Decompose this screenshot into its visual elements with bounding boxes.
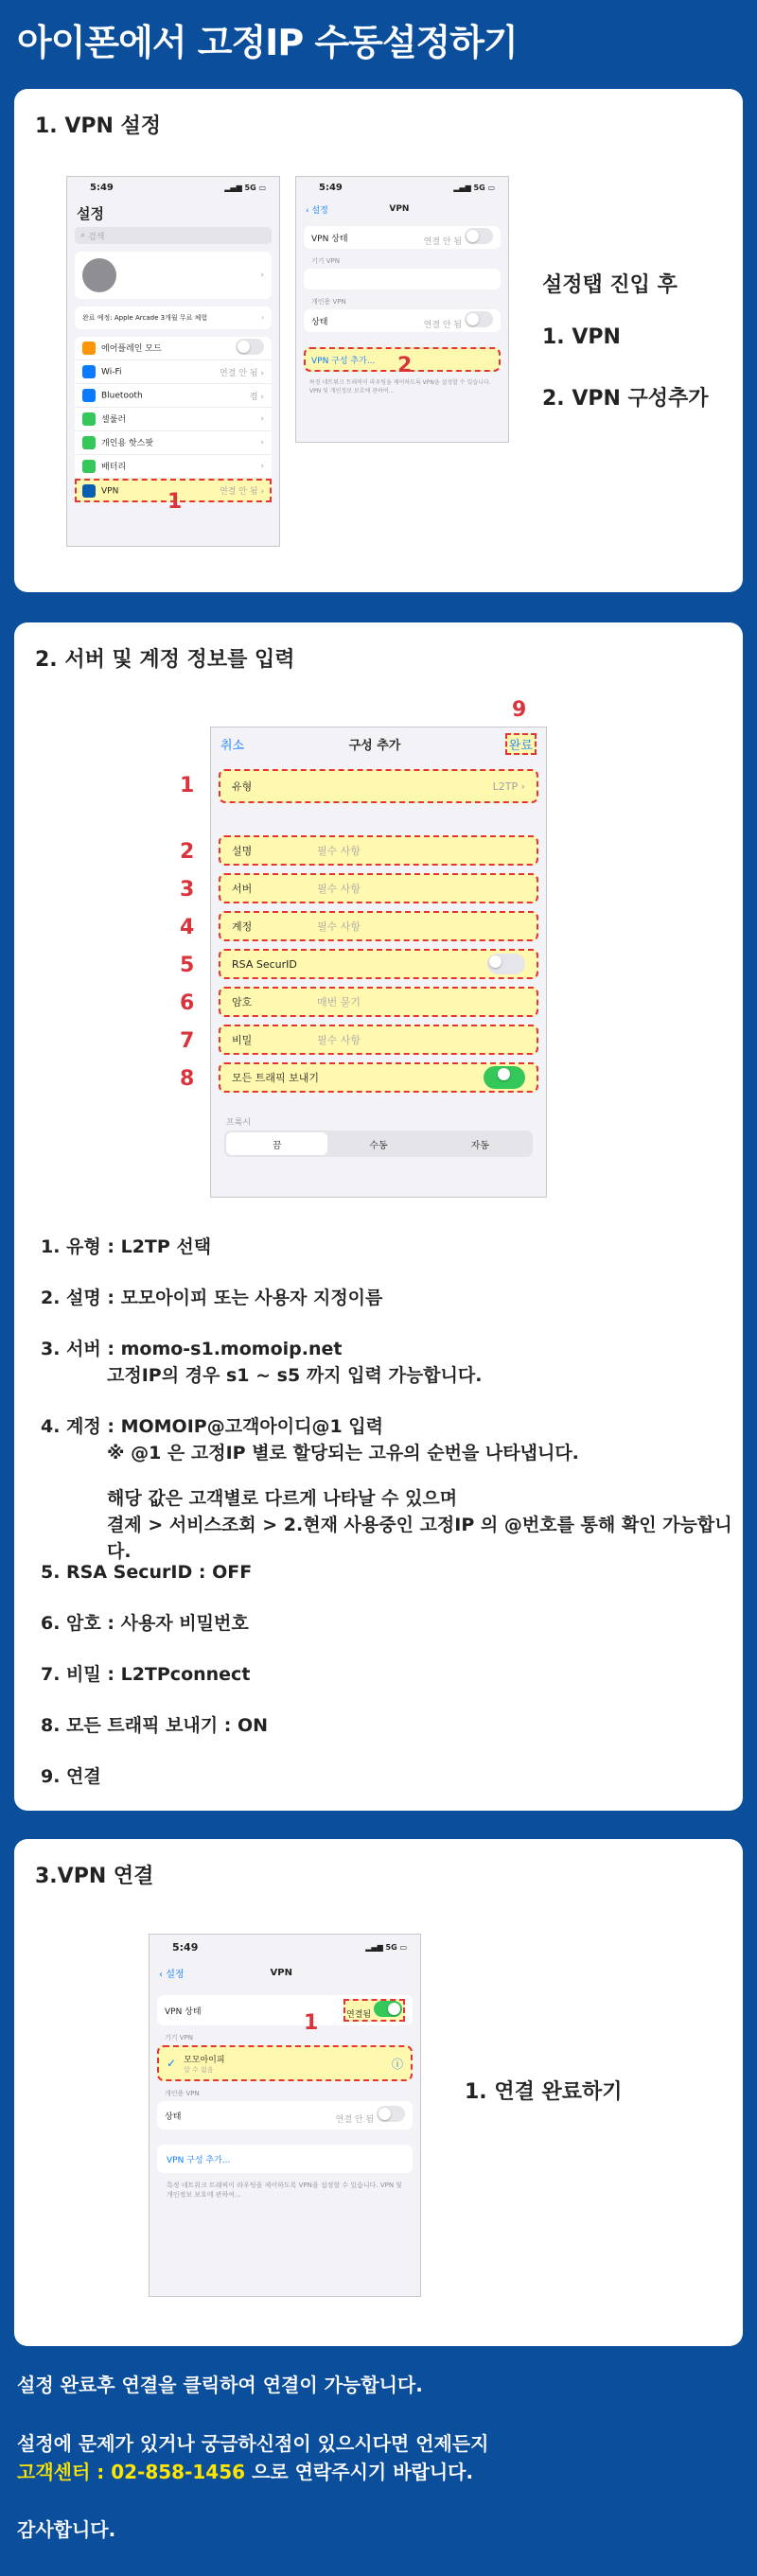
side-line-3: 2. VPN 구성추가 bbox=[542, 387, 709, 411]
instruction-1: 1. 유형 : L2TP 선택 bbox=[41, 1236, 212, 1257]
marker-3: 3 bbox=[180, 878, 195, 902]
chevron-right-icon: › bbox=[260, 414, 264, 424]
rsa-toggle[interactable] bbox=[487, 954, 525, 974]
section-server-account bbox=[14, 622, 743, 1811]
settings-item[interactable]: VPN 연결 안 됨 › bbox=[75, 479, 272, 502]
personal-vpn-toggle[interactable] bbox=[465, 311, 493, 327]
checkmark-icon: ✓ bbox=[167, 2057, 177, 2070]
marker-7: 7 bbox=[180, 1029, 195, 1053]
status-signal: ▂▄▆ 5G ▭ bbox=[224, 183, 266, 192]
settings-item-icon bbox=[82, 436, 96, 449]
proxy-manual[interactable]: 수동 bbox=[369, 1140, 388, 1151]
marker-6: 6 bbox=[180, 991, 195, 1015]
vpn-phone-screenshot: 5:49 ▂▄▆ 5G ▭ ‹ 설정 VPN VPN 상태 연결 안 됨 기기 VPN 개인용 VPN 상태 연결 안 됨 VPN 구성 추가... 특정 네트워크 트래픽이 라우팅을 제어하도록 VPN을 설정할 수 있습니다. VPN 및 개인정보 보호에 관하여... bbox=[295, 176, 509, 443]
vpn-footnote: 특정 네트워크 트래픽이 라우팅을 제어하도록 VPN을 설정할 수 있습니다. VPN 및 개인정보 보호에 관하여... bbox=[309, 379, 491, 394]
marker-9: 9 bbox=[512, 698, 527, 722]
avatar bbox=[82, 258, 116, 292]
search-input[interactable]: ⌕ 검색 bbox=[75, 227, 272, 244]
settings-item-label: 배터리 bbox=[101, 462, 127, 472]
footer-line-2: 설정에 문제가 있거나 궁금하신점이 있으시다면 언제든지 bbox=[17, 2432, 489, 2455]
add-vpn-config-button[interactable]: VPN 구성 추가... bbox=[157, 2145, 413, 2173]
section-title: 2. 서버 및 계정 정보를 입력 bbox=[35, 648, 295, 672]
back-button[interactable]: ‹ 설정 bbox=[159, 1969, 185, 1980]
settings-item-icon bbox=[82, 342, 96, 355]
instruction-3: 3. 서버 : momo-s1.momoip.net 고정IP의 경우 s1 ~ s5 까지 입력 가능합니다. bbox=[41, 1339, 483, 1386]
side-line-2: 1. VPN bbox=[542, 325, 621, 349]
nav-title: 구성 추가 bbox=[348, 738, 401, 753]
chevron-right-icon: › bbox=[257, 368, 264, 378]
vpn-toggle[interactable] bbox=[465, 228, 493, 244]
settings-item[interactable] bbox=[75, 408, 272, 431]
status-bar bbox=[67, 177, 279, 198]
settings-item-label: VPN bbox=[101, 486, 119, 496]
settings-item[interactable]: Wi-Fi 연결 안 됨 › bbox=[75, 360, 272, 384]
marker-2: 2 bbox=[180, 840, 195, 864]
nav-bar bbox=[150, 1959, 420, 1986]
settings-item-label: Bluetooth bbox=[101, 391, 143, 401]
instruction-8: 8. 모든 트래픽 보내기 : ON bbox=[41, 1715, 268, 1736]
instruction-4: 4. 계정 : MOMOIP@고객아이디@1 입력 ※ @1 은 고정IP 별로 할당되는 고유의 순번을 나타냅니다. 해당 값은 고객별로 다르게 나타날 수 있으며 결제 > 서비스조회 > 2.현재 사용중인 고정IP 의 @번호를 통해 확인 가능합니다. bbox=[41, 1416, 732, 1562]
type-row[interactable]: 유형 L2TP › bbox=[219, 769, 538, 803]
info-icon[interactable]: ⓘ bbox=[391, 2057, 403, 2071]
settings-item-label: 에어플레인 모드 bbox=[101, 343, 162, 354]
settings-item-icon bbox=[82, 460, 96, 473]
settings-item[interactable]: Bluetooth 켬 › bbox=[75, 384, 272, 408]
personal-vpn-toggle[interactable] bbox=[377, 2106, 405, 2122]
section-title: 1. VPN 설정 bbox=[35, 114, 162, 138]
section-title: 3.VPN 연결 bbox=[35, 1865, 154, 1888]
nav-bar bbox=[296, 198, 508, 220]
settings-item-icon bbox=[82, 389, 96, 402]
all-traffic-toggle[interactable] bbox=[484, 1066, 525, 1089]
marker-2: 2 bbox=[397, 354, 413, 377]
device-vpn-list bbox=[304, 269, 501, 289]
connect-done-text: 1. 연결 완료하기 bbox=[465, 2080, 623, 2104]
proxy-off[interactable]: 끔 bbox=[226, 1132, 327, 1155]
arcade-offer-row[interactable]: 완료 예정: Apple Arcade 3개월 무료 체험 › bbox=[75, 307, 272, 329]
proxy-segmented-control bbox=[224, 1130, 533, 1157]
settings-item[interactable] bbox=[75, 431, 272, 455]
nav-title: VPN bbox=[389, 204, 410, 214]
vpn-status-row[interactable]: VPN 상태 연결 안 됨 bbox=[304, 226, 501, 249]
chevron-right-icon: › bbox=[520, 780, 525, 793]
instruction-6: 6. 암호 : 사용자 비밀번호 bbox=[41, 1613, 249, 1634]
personal-vpn-status-row[interactable]: 상태 연결 안 됨 bbox=[157, 2101, 413, 2129]
marker-1: 1 bbox=[304, 2011, 319, 2035]
server-field[interactable]: 서버 필수 사항 bbox=[219, 873, 538, 903]
customer-center-phone: 고객센터 : 02-858-1456 bbox=[17, 2461, 246, 2483]
marker-8: 8 bbox=[180, 1067, 195, 1091]
settings-item-icon bbox=[82, 412, 96, 426]
vpn-status-row[interactable]: VPN 상태 연결됨 bbox=[157, 1995, 413, 2025]
settings-item[interactable] bbox=[75, 455, 272, 479]
secret-field[interactable]: 비밀 필수 사항 bbox=[219, 1025, 538, 1055]
marker-4: 4 bbox=[180, 916, 195, 939]
settings-list bbox=[75, 337, 272, 502]
settings-item-label: 셀룰러 bbox=[101, 414, 127, 425]
settings-item-icon bbox=[82, 484, 96, 498]
description-field[interactable]: 설명 필수 사항 bbox=[219, 835, 538, 866]
vpn-connected-phone-screenshot: 5:49 ▂▄▆ 5G ▭ ‹ 설정 VPN VPN 상태 연결됨 기기 VPN ✓ 모모아이피 알 수 없음 ⓘ 개인용 VPN 상태 연결 안 됨 VPN 구성 추가... 특정 네트워크 트래픽이 라우팅을 제어하도록 VPN을 설정할 수 있습니다. VPN 및 개인정보 보호에 관하여... bbox=[149, 1934, 421, 2297]
search-icon: ⌕ bbox=[80, 231, 86, 240]
status-time: 5:49 bbox=[90, 182, 114, 193]
instruction-2: 2. 설명 : 모모아이피 또는 사용자 지정이름 bbox=[41, 1288, 383, 1308]
vpn-footnote: 특정 네트워크 트래픽이 라우팅을 제어하도록 VPN을 설정할 수 있습니다. VPN 및 개인정보 보호에 관하여... bbox=[167, 2182, 403, 2199]
status-bar: 5:49 ▂▄▆ 5G ▭ bbox=[319, 182, 495, 193]
settings-item-label: 개인용 핫스팟 bbox=[101, 438, 154, 448]
marker-1: 1 bbox=[180, 774, 195, 797]
rsa-securid-row[interactable]: RSA SecurID bbox=[219, 949, 538, 979]
proxy-auto[interactable]: 자동 bbox=[470, 1140, 489, 1151]
add-config-phone-screenshot: 취소 구성 추가 완료 유형 L2TP › 설명 필수 사항 서버 필수 사항 계정 필수 사항 RSA SecurID 암호 매번 묻기 비밀 필수 사항 모든 트래픽 보내기 프록시 끔 수동 자동 bbox=[210, 727, 547, 1198]
instruction-5: 5. RSA SecurID : OFF bbox=[41, 1562, 253, 1583]
section-vpn-connect bbox=[14, 1839, 743, 2346]
footer-thanks: 감사합니다. bbox=[17, 2518, 116, 2541]
instruction-7: 7. 비밀 : L2TPconnect bbox=[41, 1664, 251, 1685]
chevron-right-icon: › bbox=[260, 271, 264, 280]
done-button[interactable]: 완료 bbox=[505, 733, 537, 755]
back-button[interactable]: ‹ 설정 bbox=[306, 205, 328, 216]
settings-item-icon bbox=[82, 365, 96, 378]
chevron-right-icon: › bbox=[261, 314, 264, 322]
chevron-right-icon: › bbox=[257, 487, 264, 497]
section-vpn-settings bbox=[14, 89, 743, 592]
marker-1: 1 bbox=[167, 490, 183, 514]
settings-item[interactable] bbox=[75, 337, 272, 360]
personal-vpn-status-row[interactable]: 상태 연결 안 됨 bbox=[304, 309, 501, 332]
footer-line-3: 고객센터 : 02-858-1456 으로 연락주시기 바랍니다. bbox=[17, 2461, 474, 2483]
instruction-9: 9. 연결 bbox=[41, 1766, 101, 1787]
cancel-button[interactable]: 취소 bbox=[220, 738, 245, 753]
footer-line-1: 설정 완료후 연결을 클릭하여 연결이 가능합니다. bbox=[17, 2374, 423, 2396]
settings-heading: 설정 bbox=[77, 205, 104, 222]
airplane-toggle[interactable] bbox=[236, 339, 264, 355]
chevron-right-icon: › bbox=[257, 392, 264, 402]
all-traffic-row[interactable]: 모든 트래픽 보내기 bbox=[219, 1062, 538, 1093]
status-bar: 5:49 ▂▄▆ 5G ▭ bbox=[172, 1940, 407, 1954]
add-vpn-config-button[interactable]: VPN 구성 추가... bbox=[304, 347, 501, 372]
vpn-config-item[interactable]: ✓ 모모아이피 알 수 없음 ⓘ bbox=[157, 2045, 413, 2081]
nav-title: VPN bbox=[270, 1967, 292, 1978]
side-line-1: 설정탭 진입 후 bbox=[542, 273, 678, 297]
chevron-right-icon: › bbox=[260, 462, 264, 471]
vpn-toggle[interactable] bbox=[374, 2001, 402, 2017]
settings-item-label: Wi-Fi bbox=[101, 367, 122, 377]
chevron-right-icon: › bbox=[260, 438, 264, 447]
account-field[interactable]: 계정 필수 사항 bbox=[219, 911, 538, 941]
nav-bar bbox=[211, 727, 546, 760]
page-title: 아이폰에서 고정IP 수동설정하기 bbox=[17, 22, 518, 63]
marker-5: 5 bbox=[180, 954, 195, 977]
apple-id-card[interactable] bbox=[75, 252, 272, 299]
password-field[interactable]: 암호 매번 묻기 bbox=[219, 987, 538, 1017]
